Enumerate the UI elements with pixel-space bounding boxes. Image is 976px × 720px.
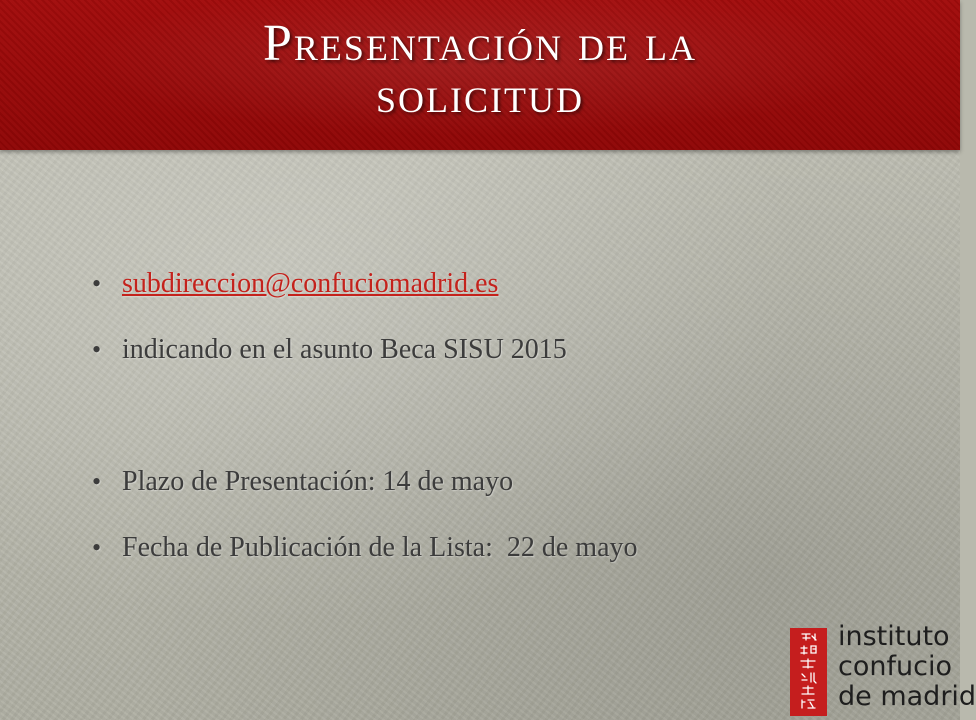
slide-title (120, 15, 840, 124)
list-item-deadline (92, 460, 912, 504)
subject-text: indicando en el asunto Beca SISU 2015 (122, 334, 567, 365)
institute-logo (790, 621, 976, 718)
list-item-subject (92, 328, 912, 372)
logo-line-2: confucio (838, 651, 952, 682)
title-line-2: solicitud (376, 67, 584, 124)
bullet-list (92, 262, 912, 570)
publication-text: Fecha de Publicación de la Lista: 22 de mayo (122, 532, 638, 563)
deadline-text: Plazo de Presentación: 14 de mayo (122, 466, 514, 497)
list-item-publication (92, 526, 912, 570)
bullet-icon: • (92, 467, 102, 496)
title-band (0, 0, 960, 150)
bullet-icon: • (92, 269, 102, 298)
logo-line-1: instituto (838, 621, 950, 652)
bullet-icon: • (92, 335, 102, 364)
logo-line-3: de madrid (838, 681, 976, 712)
logo-text (838, 622, 976, 712)
seal-icon (790, 628, 827, 716)
email-link[interactable]: subdireccion@confuciomadrid.es (122, 268, 499, 299)
bullet-icon: • (92, 533, 102, 562)
title-line-1: Presentación de la (262, 15, 697, 72)
list-item-email (92, 262, 912, 306)
